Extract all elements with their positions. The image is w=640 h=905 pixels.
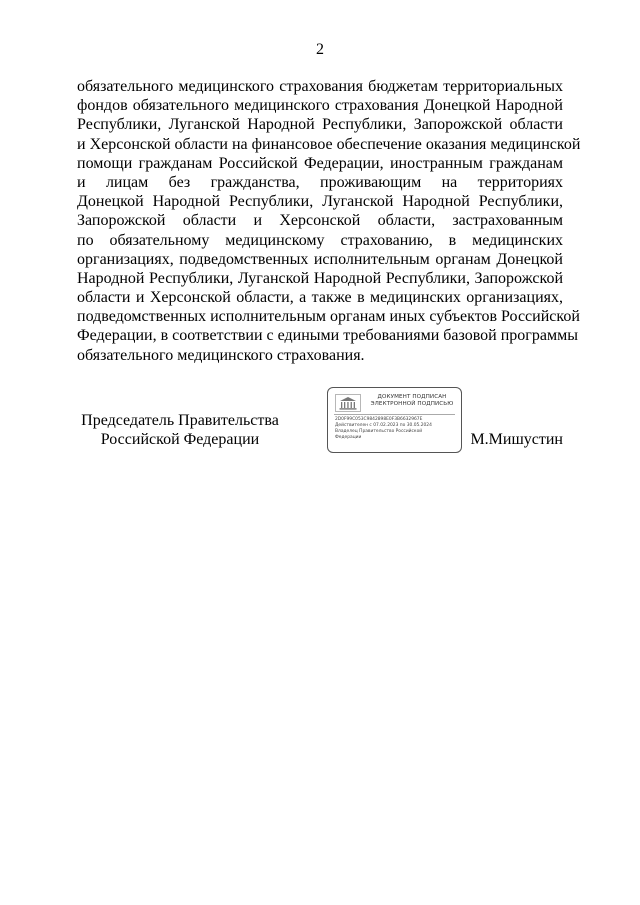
body-line: подведомственных исполнительным органам иных субъектов Российской bbox=[77, 308, 580, 326]
government-building-icon bbox=[335, 394, 361, 412]
body-line: фондов обязательного медицинского страхования Донецкой Народной bbox=[77, 97, 563, 115]
body-line: Федерации, в соответствии с едиными требованиями базовой программы bbox=[77, 327, 578, 345]
body-line: Народной Республики, Луганской Народной Республики, Запорожской bbox=[77, 269, 563, 287]
signer-name: М.Мишустин bbox=[470, 431, 563, 448]
body-paragraph bbox=[77, 77, 581, 365]
stamp-certificate-number: 2D0F99C053C9842898E0F3B6632967E bbox=[335, 417, 423, 422]
stamp-divider bbox=[334, 414, 455, 415]
body-line: помощи гражданам Российской Федерации, иностранным гражданам bbox=[77, 154, 563, 172]
stamp-certificate-info bbox=[335, 417, 459, 441]
stamp-owner: Владелец Правительство Российской bbox=[335, 429, 423, 434]
body-line: обязательного медицинского страхования. bbox=[77, 346, 365, 364]
body-line: Республики, Луганской Народной Республики, Запорожской области bbox=[77, 116, 563, 134]
stamp-validity: Действителен с 07.02.2023 по 30.05.2024 bbox=[335, 423, 432, 428]
body-line: по обязательному медицинскому страхованию, в медицинских bbox=[77, 231, 563, 249]
body-line: организациях, подведомственных исполнительным органам Донецкой bbox=[77, 250, 563, 268]
stamp-title-line: ЭЛЕКТРОННОЙ ПОДПИСЬЮ bbox=[370, 401, 454, 407]
body-line: обязательного медицинского страхования бюджетам территориальных bbox=[77, 78, 563, 95]
body-line: Донецкой Народной Республики, Луганской Народной Республики, bbox=[77, 193, 563, 211]
body-line: Запорожской области и Херсонской области, застрахованным bbox=[77, 212, 563, 230]
page-number: 2 bbox=[316, 41, 324, 58]
body-line: и Херсонской области на финансовое обеспечение оказания медицинской bbox=[77, 135, 581, 153]
stamp-title-line: ДОКУМЕНТ ПОДПИСАН bbox=[377, 394, 447, 400]
signatory-title-line: Председатель Правительства bbox=[81, 412, 279, 429]
stamp-owner-line2: Федерации bbox=[335, 435, 362, 440]
body-line: и лицам без гражданства, проживающим на территориях bbox=[77, 173, 563, 191]
body-line: области и Херсонской области, а также в медицинских организациях, bbox=[77, 289, 563, 307]
stamp-title bbox=[364, 394, 460, 408]
electronic-signature-stamp bbox=[327, 387, 462, 453]
signatory-title-line: Российской Федерации bbox=[100, 431, 260, 448]
signatory-title bbox=[70, 411, 290, 449]
